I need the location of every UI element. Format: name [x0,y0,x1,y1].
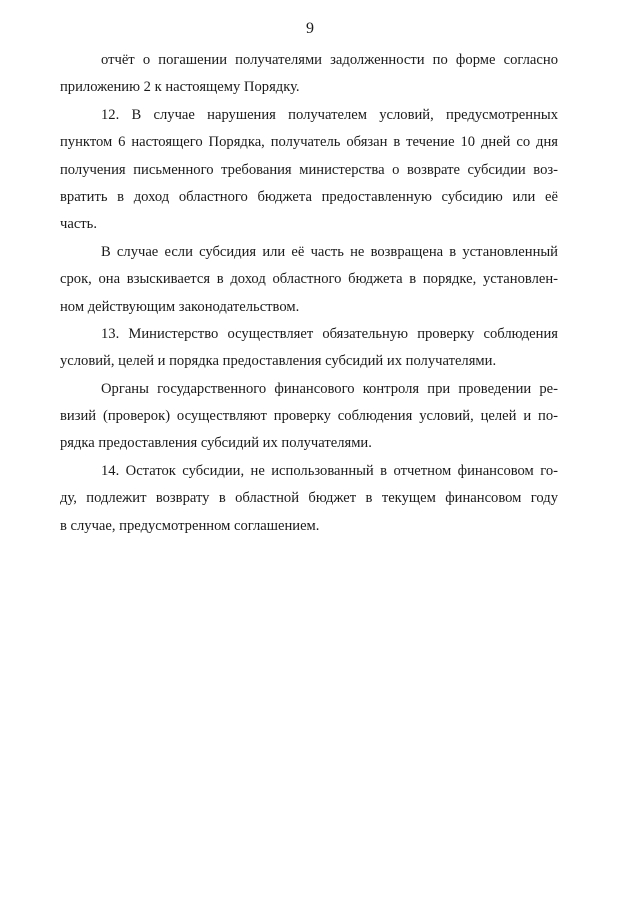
text-line: рядка предоставления субсидий их получателями. [60,435,372,452]
text-line: срок, она взыскивается в доход областного бюджета в порядке, установлен- [60,271,558,288]
text-line: вратить в доход областного бюджета предоставленную субсидию или её [60,188,558,205]
paragraph [60,102,558,239]
text-line: В случае если субсидия или её часть не возвращена в установленный [101,243,558,260]
text-line: ду, подлежит возврату в областной бюджет в текущем финансовом году [60,490,558,507]
text-line: часть. [60,216,97,233]
text-line: получения письменного требования министерства о возврате субсидии воз- [60,161,558,178]
page-number: 9 [306,20,314,37]
paragraph [60,47,558,102]
paragraph [60,376,558,458]
text-line: визий (проверок) осуществляют проверку соблюдения условий, целей и по- [60,408,558,425]
text-line: в случае, предусмотренном соглашением. [60,517,320,534]
paragraph [60,239,558,321]
text-line: отчёт о погашении получателями задолженности по форме согласно [101,52,558,68]
paragraph [60,458,558,540]
text-line: Органы государственного финансового контроля при проведении ре- [101,380,558,397]
text-line: 13. Министерство осуществляет обязательную проверку соблюдения [101,325,558,342]
text-line: 14. Остаток субсидии, не использованный в отчетном финансовом го- [101,462,558,479]
text-line: условий, целей и порядка предоставления субсидий их получателями. [60,353,497,370]
document-body [60,47,558,540]
paragraph [60,321,558,376]
text-line: ном действующим законодательством. [60,298,300,315]
text-line: приложению 2 к настоящему Порядку. [60,79,300,96]
text-line: пунктом 6 настоящего Порядка, получатель обязан в течение 10 дней со дня [60,134,558,151]
text-line: 12. В случае нарушения получателем условий, предусмотренных [101,106,558,123]
